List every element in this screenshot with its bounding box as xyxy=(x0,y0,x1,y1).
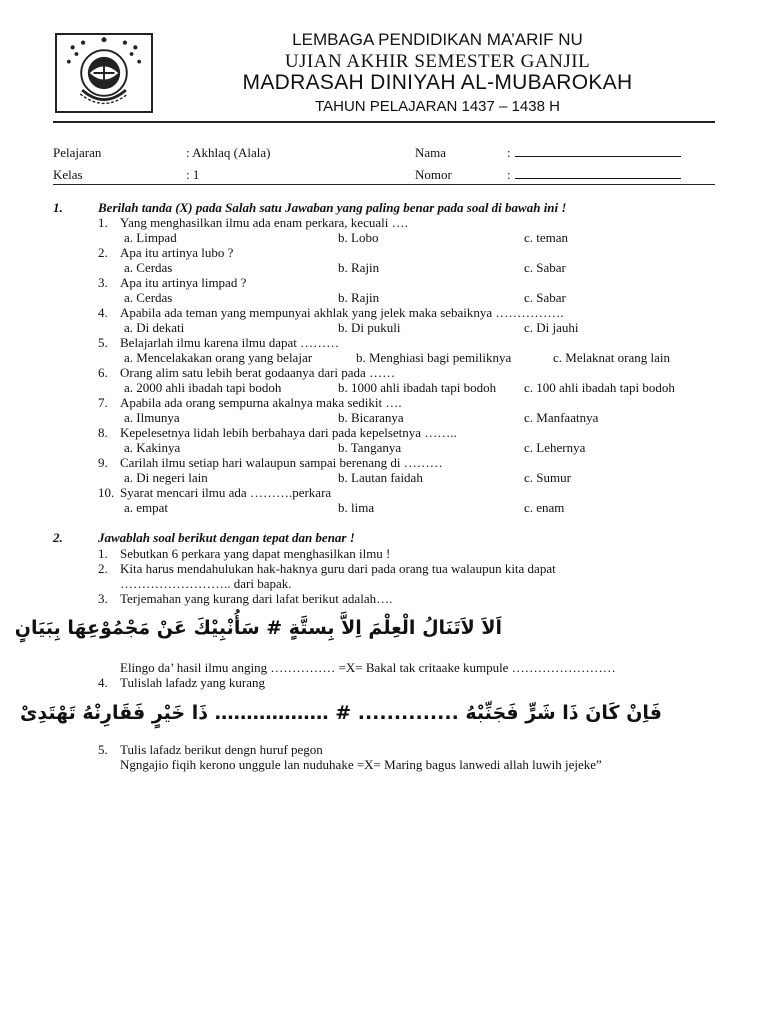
kelas-value: : 1 xyxy=(186,167,200,182)
option-5a[interactable]: a. Mencelakakan orang yang belajar xyxy=(124,350,313,365)
school-name: MADRASAH DINIYAH AL-MUBAROKAH xyxy=(242,71,633,94)
option-4c[interactable]: c. Di jauhi xyxy=(524,320,579,335)
option-2a[interactable]: a. Cerdas xyxy=(124,260,173,275)
section2-number: 2. xyxy=(53,530,63,545)
nu-emblem-icon xyxy=(57,35,151,111)
nomor-blank[interactable] xyxy=(515,167,681,179)
pelajaran-value: : Akhlaq (Alala) xyxy=(186,145,271,160)
option-10c[interactable]: c. enam xyxy=(524,500,565,515)
institution-name: LEMBAGA PENDIDIKAN MA’ARIF NU xyxy=(292,30,583,49)
option-9b[interactable]: b. Lautan faidah xyxy=(338,470,423,485)
option-9c[interactable]: c. Sumur xyxy=(524,470,571,485)
nama-colon: : xyxy=(507,145,511,160)
option-8a[interactable]: a. Kakinya xyxy=(124,440,181,455)
header-divider xyxy=(53,121,715,123)
school-logo xyxy=(55,33,153,113)
nama-blank[interactable] xyxy=(515,145,681,157)
question-7: 7. Apabila ada orang sempurna akalnya maka sedikit …. xyxy=(98,395,402,410)
question-9: 9. Carilah ilmu setiap hari walaupun sampai berenang di ……… xyxy=(98,455,443,470)
option-5c[interactable]: c. Melaknat orang lain xyxy=(553,350,670,365)
option-3b[interactable]: b. Rajin xyxy=(338,290,380,305)
option-3a[interactable]: a. Cerdas xyxy=(124,290,173,305)
option-7a[interactable]: a. Ilmunya xyxy=(124,410,180,425)
option-1a[interactable]: a. Limpad xyxy=(124,230,177,245)
essay-question-2: 2. Kita harus mendahulukan hak-haknya guru dari pada orang tua walaupun kita dapat xyxy=(98,561,556,576)
option-8c[interactable]: c. Lehernya xyxy=(524,440,586,455)
essay-question-5: 5. Tulis lafadz berikut dengn huruf pegon xyxy=(98,742,323,757)
question-2: 2. Apa itu artinya lubo ? xyxy=(98,245,234,260)
option-1b[interactable]: b. Lobo xyxy=(338,230,379,245)
nama-field[interactable] xyxy=(507,145,681,161)
question-3: 3. Apa itu artinya limpad ? xyxy=(98,275,247,290)
option-2b[interactable]: b. Rajin xyxy=(338,260,380,275)
nomor-colon: : xyxy=(507,167,511,182)
option-5b[interactable]: b. Menghiasi bagi pemiliknya xyxy=(356,350,512,365)
option-6b[interactable]: b. 1000 ahli ibadah tapi bodoh xyxy=(338,380,497,395)
question-6: 6. Orang alim satu lebih berat godaanya dari pada …… xyxy=(98,365,396,380)
section1-instruction: Berilah tanda (X) pada Salah satu Jawaban yang paling benar pada soal di bawah ini ! xyxy=(98,200,567,215)
option-2c[interactable]: c. Sabar xyxy=(524,260,566,275)
essay-question-4: 4. Tulislah lafadz yang kurang xyxy=(98,675,266,690)
option-6c[interactable]: c. 100 ahli ibadah tapi bodoh xyxy=(524,380,675,395)
academic-year: TAHUN PELAJARAN 1437 – 1438 H xyxy=(315,98,560,115)
arabic-verse-2: فَاِنْ كَانَ ذَا شَرٍّ فَجَنِّبْهُ .............. # ……………… ذَا خَيْرٍ فَقَارِنْهُ تَهْتَدِىْ xyxy=(19,702,662,724)
question-5: 5. Belajarlah ilmu karena ilmu dapat ……… xyxy=(98,335,340,350)
option-10b[interactable]: b. lima xyxy=(338,500,375,515)
arabic-verse-1: اَلاَ لاَتَنَالُ الْعِلْمَ اِلاَّ بِستَّةٍ # سَأُنْبِيْكَ عَنْ مَجْمُوْعِهَا بِبَيَانٍ xyxy=(14,617,502,639)
nomor-label: Nomor xyxy=(415,167,452,182)
section1-number: 1. xyxy=(53,200,63,215)
translation-line: Elingo da’ hasil ilmu anging …………… =X= Bakal tak critaake kumpule …………………… xyxy=(120,660,616,675)
pegon-sentence: Ngngajio fiqih kerono unggule lan nuduhake =X= Maring bagus lanwedi allah luwih jejeke” xyxy=(120,757,602,772)
option-10a[interactable]: a. empat xyxy=(124,500,169,515)
option-4b[interactable]: b. Di pukuli xyxy=(338,320,401,335)
option-4a[interactable]: a. Di dekati xyxy=(124,320,185,335)
info-divider xyxy=(53,184,715,185)
nomor-field[interactable] xyxy=(507,167,681,183)
option-3c[interactable]: c. Sabar xyxy=(524,290,566,305)
option-8b[interactable]: b. Tanganya xyxy=(338,440,402,455)
option-1c[interactable]: c. teman xyxy=(524,230,569,245)
question-1: 1. Yang menghasilkan ilmu ada enam perkara, kecuali …. xyxy=(98,215,408,230)
essay-question-3: 3. Terjemahan yang kurang dari lafat berikut adalah…. xyxy=(98,591,393,606)
exam-title: UJIAN AKHIR SEMESTER GANJIL xyxy=(284,51,591,72)
option-7c[interactable]: c. Manfaatnya xyxy=(524,410,599,425)
question-4: 4. Apabila ada teman yang mempunyai akhlak yang jelek maka sebaiknya ……………. xyxy=(98,305,564,320)
essay-question-2-cont: …………………….. dari bapak. xyxy=(120,576,292,591)
option-7b[interactable]: b. Bicaranya xyxy=(338,410,404,425)
section2-instruction: Jawablah soal berikut dengan tepat dan benar ! xyxy=(98,530,355,545)
question-8: 8. Kepelesetnya lidah lebih berbahaya dari pada kepelsetnya …….. xyxy=(98,425,457,440)
essay-question-1: 1. Sebutkan 6 perkara yang dapat menghasilkan ilmu ! xyxy=(98,546,391,561)
option-9a[interactable]: a. Di negeri lain xyxy=(124,470,208,485)
pelajaran-label: Pelajaran xyxy=(53,145,102,160)
nama-label: Nama xyxy=(415,145,447,160)
question-10: 10. Syarat mencari ilmu ada ……….perkara xyxy=(98,485,332,500)
kelas-label: Kelas xyxy=(53,167,83,182)
option-6a[interactable]: a. 2000 ahli ibadah tapi bodoh xyxy=(124,380,282,395)
